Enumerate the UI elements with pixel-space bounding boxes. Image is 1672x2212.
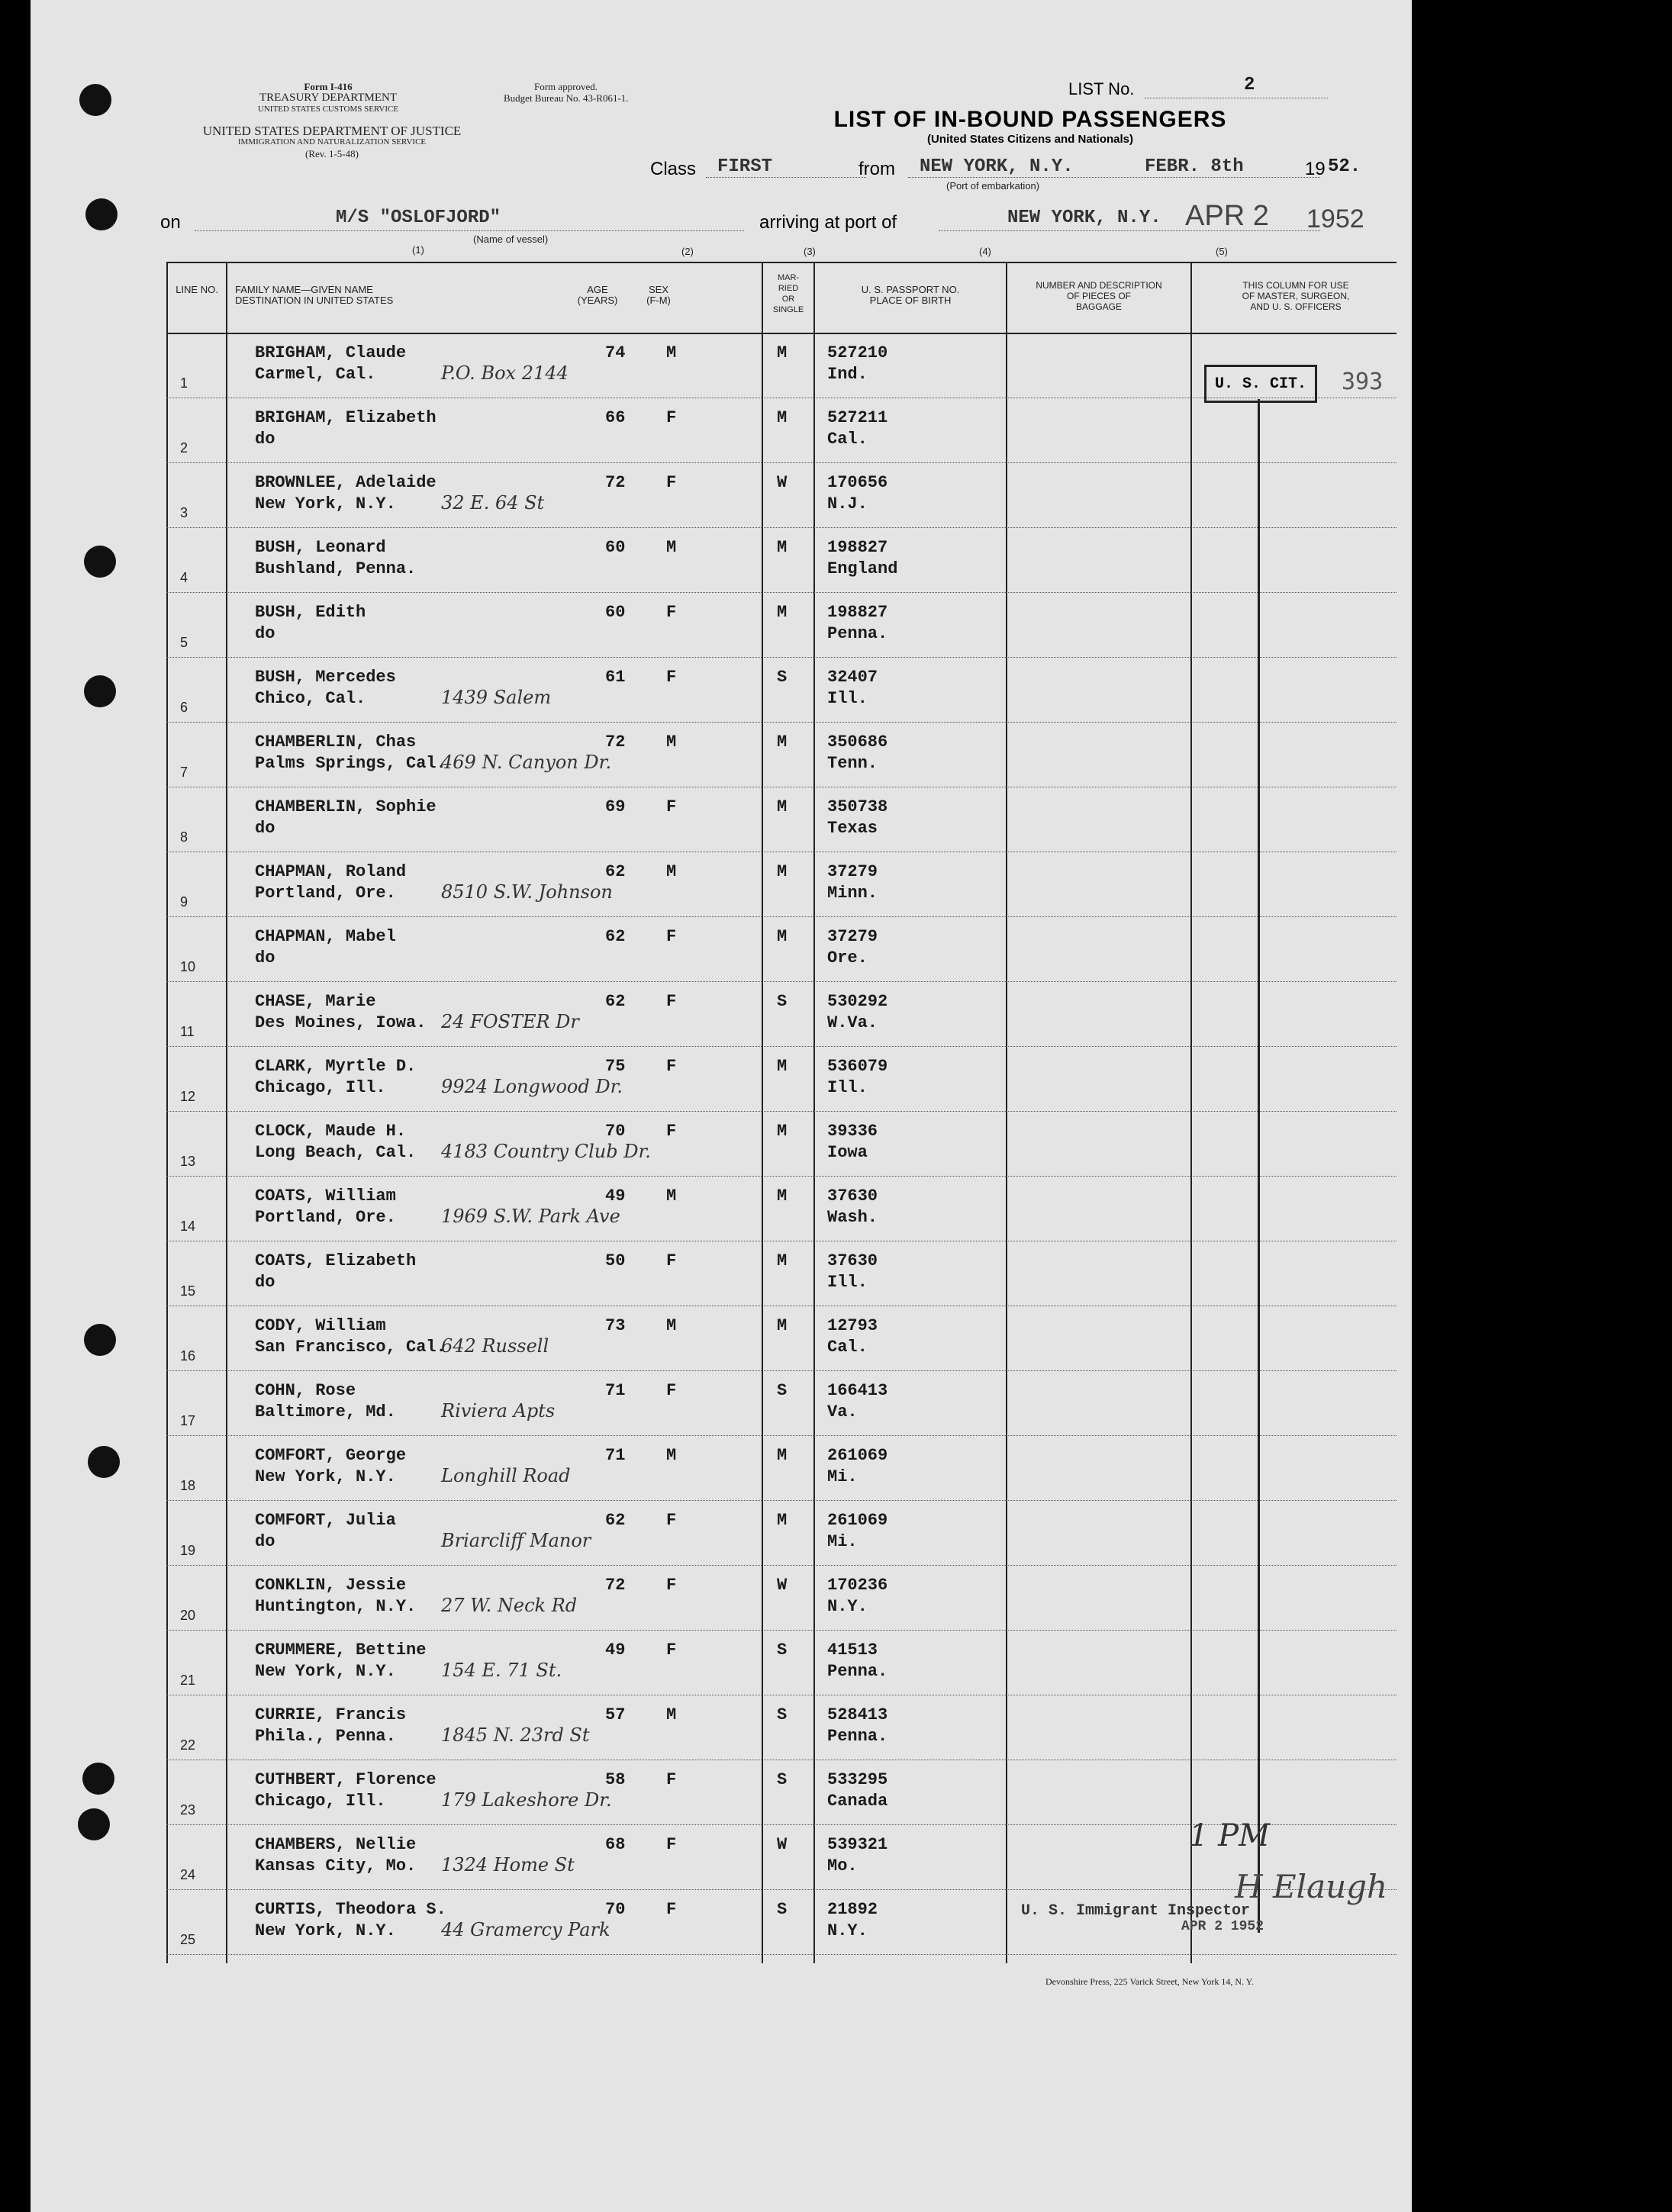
place-of-birth: Ill. xyxy=(827,1078,868,1097)
passenger-sex: F xyxy=(666,1640,677,1660)
passport-number: 170236 xyxy=(827,1576,888,1595)
passenger-destination: Chicago, Ill. xyxy=(255,1078,386,1097)
place-of-birth: Wash. xyxy=(827,1208,878,1227)
passenger-address-note: 642 Russell xyxy=(441,1335,549,1357)
passport-number: 533295 xyxy=(827,1770,888,1789)
passenger-marital: S xyxy=(777,1900,788,1919)
year-prefix: 19 xyxy=(1305,159,1326,179)
manifest-page xyxy=(31,0,1412,2212)
passport-number: 37630 xyxy=(827,1251,878,1270)
line-number: 9 xyxy=(180,894,188,910)
passport-number: 527210 xyxy=(827,343,888,362)
passenger-destination: do xyxy=(255,430,275,449)
passenger-marital: S xyxy=(777,992,788,1011)
passenger-name: CHAMBERLIN, Chas xyxy=(255,733,417,752)
place-of-birth: Mo. xyxy=(827,1856,858,1876)
on-label: on xyxy=(160,212,181,233)
line-number: 3 xyxy=(180,505,188,520)
year-suffix: 52. xyxy=(1328,156,1361,177)
passport-number: 527211 xyxy=(827,408,888,427)
passenger-sex: F xyxy=(666,1835,677,1854)
passenger-age: 70 xyxy=(605,1122,626,1141)
passenger-name: COATS, Elizabeth xyxy=(255,1251,417,1270)
line-number: 2 xyxy=(180,440,188,456)
passenger-address-note: 469 N. Canyon Dr. xyxy=(441,752,612,773)
passenger-age: 60 xyxy=(605,538,626,557)
passenger-name: CRUMMERE, Bettine xyxy=(255,1640,427,1660)
header-baggage: NUMBER AND DESCRIPTION OF PIECES OF BAGGAGE xyxy=(1036,280,1162,312)
passenger-marital: M xyxy=(777,343,788,362)
passenger-sex: M xyxy=(666,733,677,752)
from-label: from xyxy=(859,159,895,179)
line-number: 21 xyxy=(180,1673,196,1688)
revision: (Rev. 1-5-48) xyxy=(305,148,359,159)
passenger-name: COATS, William xyxy=(255,1186,396,1206)
passenger-marital: M xyxy=(777,538,788,557)
passenger-table xyxy=(166,262,1397,1963)
header-name: FAMILY NAME—GIVEN NAME DESTINATION IN UNITED STATES xyxy=(235,284,394,306)
passenger-sex: F xyxy=(666,1900,677,1919)
inspector-signature: H Elaugh xyxy=(1235,1868,1388,1905)
line-number: 18 xyxy=(180,1478,196,1493)
passenger-name: CURRIE, Francis xyxy=(255,1705,407,1724)
passport-number: 530292 xyxy=(827,992,888,1011)
passenger-age: 71 xyxy=(605,1446,626,1465)
passport-number: 350686 xyxy=(827,733,888,752)
passenger-name: COMFORT, George xyxy=(255,1446,407,1465)
passenger-destination: Chicago, Ill. xyxy=(255,1792,386,1811)
passenger-marital: W xyxy=(777,1576,788,1595)
from-value: NEW YORK, N.Y. xyxy=(920,156,1074,177)
passenger-address-note: 44 Gramercy Park xyxy=(441,1919,610,1940)
place-of-birth: Mi. xyxy=(827,1532,858,1551)
passenger-name: BRIGHAM, Claude xyxy=(255,343,407,362)
passenger-age: 72 xyxy=(605,1576,626,1595)
col-num-2: (2) xyxy=(681,246,694,257)
line-number: 20 xyxy=(180,1608,196,1623)
passport-number: 261069 xyxy=(827,1446,888,1465)
page-subtitle: (United States Citizens and Nationals) xyxy=(926,133,1134,146)
passport-number: 21892 xyxy=(827,1900,878,1919)
passenger-address-note: 1324 Home St xyxy=(441,1854,575,1876)
ins-service: IMMIGRATION AND NATURALIZATION SERVICE xyxy=(237,137,427,147)
line-number: 12 xyxy=(180,1089,196,1104)
passenger-address-note: 9924 Longwood Dr. xyxy=(441,1076,623,1097)
passenger-sex: F xyxy=(666,1251,677,1270)
binder-hole xyxy=(84,675,116,707)
passport-number: 198827 xyxy=(827,538,888,557)
header-line-no: LINE NO. xyxy=(176,284,218,295)
arrival-stamp-date: APR 2 xyxy=(1185,200,1269,232)
passenger-address-note: P.O. Box 2144 xyxy=(441,362,569,384)
passenger-destination: Des Moines, Iowa. xyxy=(255,1013,427,1032)
place-of-birth: Minn. xyxy=(827,884,878,903)
passenger-sex: F xyxy=(666,992,677,1011)
passenger-destination: New York, N.Y. xyxy=(255,494,396,514)
treasury-dept: TREASURY DEPARTMENT xyxy=(259,92,398,104)
passenger-age: 62 xyxy=(605,862,626,881)
line-number: 13 xyxy=(180,1154,196,1169)
passenger-destination: Long Beach, Cal. xyxy=(255,1143,417,1162)
header-sex: SEX (F-M) xyxy=(646,284,671,306)
passport-number: 32407 xyxy=(827,668,878,687)
passenger-age: 60 xyxy=(605,603,626,622)
binder-hole xyxy=(82,1763,114,1795)
passenger-sex: F xyxy=(666,473,677,492)
line-number: 7 xyxy=(180,765,188,780)
passenger-name: CONKLIN, Jessie xyxy=(255,1576,407,1595)
passenger-address-note: 1439 Salem xyxy=(441,687,552,708)
class-value: FIRST xyxy=(717,156,773,177)
line-number: 16 xyxy=(180,1348,196,1364)
line-number: 23 xyxy=(180,1802,196,1818)
passenger-name: CHAPMAN, Mabel xyxy=(255,927,396,946)
passenger-name: CHAPMAN, Roland xyxy=(255,862,407,881)
passenger-name: COMFORT, Julia xyxy=(255,1511,396,1530)
arriving-label: arriving at port of xyxy=(759,212,897,233)
us-citizen-stamp: U. S. CIT. xyxy=(1204,365,1317,403)
passport-number: 12793 xyxy=(827,1316,878,1335)
place-of-birth: Cal. xyxy=(827,1338,868,1357)
passenger-age: 69 xyxy=(605,797,626,816)
passenger-name: CLARK, Myrtle D. xyxy=(255,1057,417,1076)
passport-number: 539321 xyxy=(827,1835,888,1854)
passenger-age: 62 xyxy=(605,992,626,1011)
place-of-birth: Texas xyxy=(827,819,878,838)
col-num-4: (4) xyxy=(979,246,991,257)
line-number: 6 xyxy=(180,700,188,715)
passenger-name: BRIGHAM, Elizabeth xyxy=(255,408,437,427)
passenger-marital: M xyxy=(777,1186,788,1206)
line-number: 25 xyxy=(180,1932,196,1947)
class-label: Class xyxy=(650,159,697,179)
passenger-destination: Bushland, Penna. xyxy=(255,559,417,578)
inspector-title: U. S. Immigrant Inspector xyxy=(1021,1902,1251,1920)
departure-date: FEBR. 8th xyxy=(1145,156,1244,177)
passenger-sex: F xyxy=(666,1511,677,1530)
passport-number: 37279 xyxy=(827,927,878,946)
place-of-birth: Penna. xyxy=(827,624,888,643)
line-number: 24 xyxy=(180,1867,196,1882)
passenger-address-note: 4183 Country Club Dr. xyxy=(441,1141,651,1162)
passenger-marital: S xyxy=(777,1705,788,1724)
place-of-birth: W.Va. xyxy=(827,1013,878,1032)
passenger-marital: M xyxy=(777,1511,788,1530)
line-number: 17 xyxy=(180,1413,196,1428)
passenger-age: 57 xyxy=(605,1705,626,1724)
justice-dept: UNITED STATES DEPARTMENT OF JUSTICE xyxy=(202,124,462,138)
passenger-address-note: 24 FOSTER Dr xyxy=(441,1011,579,1032)
passenger-age: 58 xyxy=(605,1770,626,1789)
binder-hole xyxy=(88,1446,120,1478)
embark-caption: (Port of embarkation) xyxy=(946,180,1040,192)
arrival-port: NEW YORK, N.Y. xyxy=(1007,208,1161,228)
passenger-age: 74 xyxy=(605,343,626,362)
passenger-age: 72 xyxy=(605,473,626,492)
place-of-birth: Mi. xyxy=(827,1467,858,1486)
place-of-birth: Penna. xyxy=(827,1727,888,1746)
place-of-birth: Ore. xyxy=(827,948,868,968)
passenger-address-note: 8510 S.W. Johnson xyxy=(441,881,613,903)
budget-bureau: Budget Bureau No. 43-R061-1. xyxy=(504,92,629,104)
passenger-marital: M xyxy=(777,1446,788,1465)
passenger-address-note: 1845 N. 23rd St xyxy=(441,1724,590,1746)
passenger-destination: San Francisco, Cal. xyxy=(255,1338,446,1357)
place-of-birth: N.J. xyxy=(827,494,868,514)
form-number: Form I-416 xyxy=(304,81,353,92)
passenger-destination: do xyxy=(255,948,275,968)
passenger-destination: Portland, Ore. xyxy=(255,1208,396,1227)
passenger-age: 73 xyxy=(605,1316,626,1335)
passenger-age: 70 xyxy=(605,1900,626,1919)
passenger-address-note: 1969 S.W. Park Ave xyxy=(441,1206,620,1227)
passenger-age: 62 xyxy=(605,927,626,946)
line-number: 5 xyxy=(180,635,188,650)
passenger-name: BUSH, Mercedes xyxy=(255,668,396,687)
passenger-sex: M xyxy=(666,1186,677,1206)
passport-number: 39336 xyxy=(827,1122,878,1141)
arrival-stamp-year: 1952 xyxy=(1306,204,1364,233)
passenger-destination: do xyxy=(255,624,275,643)
passenger-name: CHASE, Marie xyxy=(255,992,376,1011)
form-approved: Form approved. xyxy=(534,81,598,92)
passenger-age: 71 xyxy=(605,1381,626,1400)
passenger-age: 75 xyxy=(605,1057,626,1076)
passport-number: 198827 xyxy=(827,603,888,622)
passenger-marital: M xyxy=(777,1122,788,1141)
passenger-address-note: 179 Lakeshore Dr. xyxy=(441,1789,612,1811)
header-age: AGE (YEARS) xyxy=(577,284,618,306)
passenger-name: BROWNLEE, Adelaide xyxy=(255,473,437,492)
passport-number: 41513 xyxy=(827,1640,878,1660)
passenger-name: COHN, Rose xyxy=(255,1381,356,1400)
list-no-label: LIST No. xyxy=(1068,79,1135,98)
passenger-sex: M xyxy=(666,1446,677,1465)
passport-number: 170656 xyxy=(827,473,888,492)
passport-number: 536079 xyxy=(827,1057,888,1076)
passport-number: 528413 xyxy=(827,1705,888,1724)
passenger-sex: M xyxy=(666,1316,677,1335)
inspector-stamp-date: APR 2 1952 xyxy=(1181,1919,1264,1934)
passenger-destination: Kansas City, Mo. xyxy=(255,1856,417,1876)
passenger-destination: do xyxy=(255,1532,275,1551)
passenger-sex: F xyxy=(666,1057,677,1076)
passenger-sex: F xyxy=(666,1576,677,1595)
line-number: 1 xyxy=(180,375,188,391)
line-number: 4 xyxy=(180,570,188,585)
passenger-age: 72 xyxy=(605,733,626,752)
binder-hole xyxy=(85,198,118,230)
passenger-marital: M xyxy=(777,1316,788,1335)
passenger-destination: Portland, Ore. xyxy=(255,884,396,903)
passenger-age: 62 xyxy=(605,1511,626,1530)
passenger-name: BUSH, Edith xyxy=(255,603,366,622)
passenger-name: CLOCK, Maude H. xyxy=(255,1122,407,1141)
col-num-1: (1) xyxy=(412,244,424,256)
passenger-sex: F xyxy=(666,603,677,622)
passenger-destination: Huntington, N.Y. xyxy=(255,1597,417,1616)
passenger-destination: New York, N.Y. xyxy=(255,1662,396,1681)
place-of-birth: Iowa xyxy=(827,1143,868,1162)
header-officers: THIS COLUMN FOR USE OF MASTER, SURGEON, AND U. S. OFFICERS xyxy=(1242,280,1350,312)
line-number: 22 xyxy=(180,1737,196,1753)
col-num-5: (5) xyxy=(1216,246,1228,257)
passenger-marital: M xyxy=(777,797,788,816)
passenger-sex: F xyxy=(666,1381,677,1400)
passenger-marital: M xyxy=(777,862,788,881)
passenger-sex: M xyxy=(666,1705,677,1724)
passenger-sex: F xyxy=(666,927,677,946)
passenger-destination: Palms Springs, Cal. xyxy=(255,754,446,773)
place-of-birth: Va. xyxy=(827,1402,858,1422)
line-number: 11 xyxy=(180,1024,195,1039)
passenger-sex: F xyxy=(666,1770,677,1789)
passenger-marital: M xyxy=(777,408,788,427)
passenger-age: 66 xyxy=(605,408,626,427)
line-number: 8 xyxy=(180,829,188,845)
passenger-sex: F xyxy=(666,408,677,427)
place-of-birth: Penna. xyxy=(827,1662,888,1681)
passenger-name: CHAMBERLIN, Sophie xyxy=(255,797,437,816)
place-of-birth: Ill. xyxy=(827,1273,868,1292)
list-no-value: 2 xyxy=(1244,75,1255,95)
passenger-marital: S xyxy=(777,1640,788,1660)
passenger-address-note: 32 E. 64 St xyxy=(441,492,545,514)
passenger-address-note: 27 W. Neck Rd xyxy=(441,1595,578,1616)
passport-number: 350738 xyxy=(827,797,888,816)
passenger-age: 61 xyxy=(605,668,626,687)
passenger-marital: M xyxy=(777,603,788,622)
passenger-name: CUTHBERT, Florence xyxy=(255,1770,437,1789)
passenger-sex: M xyxy=(666,538,677,557)
binder-hole xyxy=(79,84,111,116)
line-number: 15 xyxy=(180,1283,196,1299)
passenger-age: 49 xyxy=(605,1640,626,1660)
footer-press: Devonshire Press, 225 Varick Street, New York 14, N. Y. xyxy=(1045,1976,1254,1987)
passenger-age: 50 xyxy=(605,1251,626,1270)
passenger-marital: W xyxy=(777,1835,788,1854)
passenger-address-note: Riviera Apts xyxy=(441,1400,556,1422)
passenger-marital: S xyxy=(777,668,788,687)
place-of-birth: Canada xyxy=(827,1792,888,1811)
passenger-name: CHAMBERS, Nellie xyxy=(255,1835,417,1854)
passenger-marital: S xyxy=(777,1770,788,1789)
passport-number: 261069 xyxy=(827,1511,888,1530)
passenger-destination: do xyxy=(255,819,275,838)
initials: 1 PM xyxy=(1189,1818,1271,1853)
passenger-sex: F xyxy=(666,797,677,816)
vessel-caption: (Name of vessel) xyxy=(473,233,549,245)
passenger-sex: F xyxy=(666,668,677,687)
header-passport: U. S. PASSPORT NO. PLACE OF BIRTH xyxy=(861,284,960,306)
passenger-address-note: Longhill Road xyxy=(441,1465,571,1486)
place-of-birth: N.Y. xyxy=(827,1597,868,1616)
place-of-birth: England xyxy=(827,559,898,578)
passenger-address-note: Briarcliff Manor xyxy=(441,1530,591,1551)
passenger-age: 68 xyxy=(605,1835,626,1854)
passenger-destination: Phila., Penna. xyxy=(255,1727,396,1746)
passenger-marital: S xyxy=(777,1381,788,1400)
vessel-name: M/S "OSLOFJORD" xyxy=(336,208,501,228)
header-married: MAR- RIED OR SINGLE xyxy=(772,273,804,314)
passenger-sex: M xyxy=(666,862,677,881)
passenger-name: CURTIS, Theodora S. xyxy=(255,1900,446,1919)
line-number: 19 xyxy=(180,1543,196,1558)
binder-hole xyxy=(78,1808,110,1840)
passenger-name: BUSH, Leonard xyxy=(255,538,386,557)
passenger-destination: New York, N.Y. xyxy=(255,1467,396,1486)
col-num-3: (3) xyxy=(804,246,816,257)
customs-service: UNITED STATES CUSTOMS SERVICE xyxy=(257,105,399,114)
binder-hole xyxy=(84,546,116,578)
passenger-sex: F xyxy=(666,1122,677,1141)
passenger-name: CODY, William xyxy=(255,1316,386,1335)
passenger-destination: Baltimore, Md. xyxy=(255,1402,396,1422)
passenger-marital: W xyxy=(777,473,788,492)
passenger-marital: M xyxy=(777,733,788,752)
passport-number: 166413 xyxy=(827,1381,888,1400)
place-of-birth: Ind. xyxy=(827,365,868,384)
page-title: LIST OF IN-BOUND PASSENGERS xyxy=(833,107,1227,132)
passenger-destination: do xyxy=(255,1273,275,1292)
place-of-birth: N.Y. xyxy=(827,1921,868,1940)
line-number: 14 xyxy=(180,1219,196,1234)
passenger-destination: New York, N.Y. xyxy=(255,1921,396,1940)
passenger-marital: M xyxy=(777,927,788,946)
place-of-birth: Ill. xyxy=(827,689,868,708)
passenger-sex: M xyxy=(666,343,677,362)
passenger-marital: M xyxy=(777,1251,788,1270)
place-of-birth: Cal. xyxy=(827,430,868,449)
binder-hole xyxy=(84,1324,116,1356)
passenger-marital: M xyxy=(777,1057,788,1076)
place-of-birth: Tenn. xyxy=(827,754,878,773)
side-number: 393 xyxy=(1342,369,1384,395)
passport-number: 37630 xyxy=(827,1186,878,1206)
passenger-destination: Chico, Cal. xyxy=(255,689,366,708)
passenger-destination: Carmel, Cal. xyxy=(255,365,376,384)
passenger-address-note: 154 E. 71 St. xyxy=(441,1660,562,1681)
passport-number: 37279 xyxy=(827,862,878,881)
line-number: 10 xyxy=(180,959,196,974)
passenger-age: 49 xyxy=(605,1186,626,1206)
